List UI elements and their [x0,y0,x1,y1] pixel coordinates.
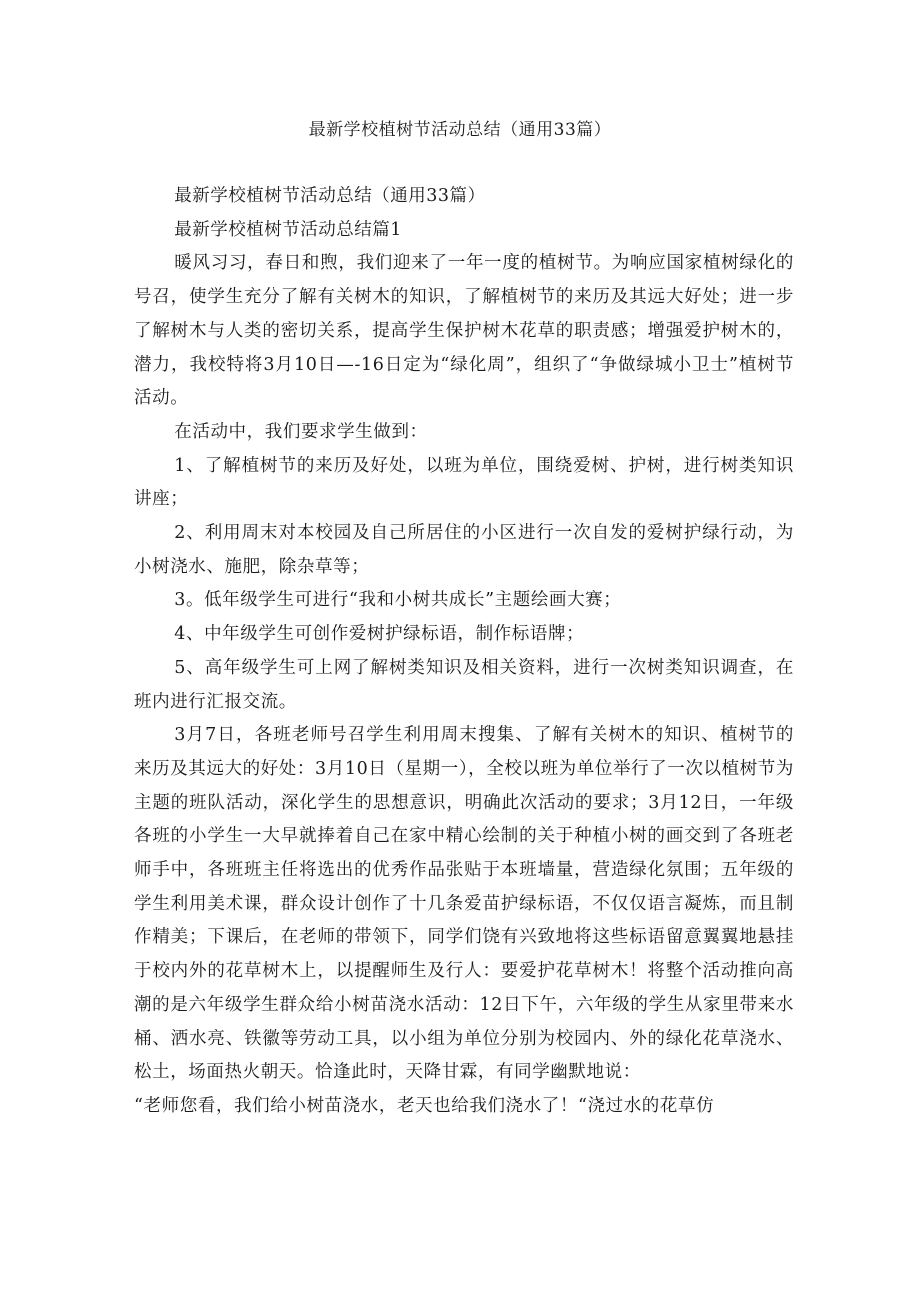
subtitle-paragraph: 最新学校植树节活动总结（通用33篇） [174,186,486,206]
requirement-item-4: 4、中年级学生可创作爱树护绿标语，制作标语牌； [174,624,585,645]
requirement-item-3: 3。低年级学生可进行“我和小树共成长”主题绘画大赛； [174,590,622,611]
requirement-item-1: 1、了解植树节的来历及好处，以班为单位，围绕爱树、护树，进行树类知识讲座； [134,455,794,510]
quote-paragraph: “老师您看，我们给小树苗浇水，老天也给我们浇水了！“浇过水的花草仿 [134,1095,715,1116]
document-body [134,180,794,1124]
section-heading: 最新学校植树节活动总结篇1 [174,219,402,240]
requirement-item-2: 2、利用周末对本校园及自己所居住的小区进行一次自发的爱树护绿行动，为小树浇水、施肥，除杂草等； [134,523,794,577]
activity-narrative-paragraph: 3月7日，各班老师号召学生利用周末搜集、了解有关树木的知识、植树节的来历及其远大的好处：3月10日（星期一），全校以班为单位举行了一次以植树节为主题的班队活动，深化学生的思想意识，明确此次活动的要求；3月12日，一年级各班的小学生一大早就捧着自己在家中精心绘制的关于种植小树的画交到了各班老师手中，各班班主任将选出的优秀作品张贴于本班墙量，营造绿化氛围；五年级的学生利用美术课，群众设计创作了十几条爱苗护绿标语，不仅仅语言凝炼，而且制作精美；下课后，在老师的带领下，同学们饶有兴致地将这些标语留意翼翼地悬挂于校内外的花草树木上，以提醒师生及行人：要爱护花草树木！将整个活动推向高潮的是六年级学生群众给小树苗浇水活动：12日下午，六年级的学生从家里带来水桶、洒水亮、铁徽等劳动工具，以小组为单位分别为校园内、外的绿化花草浇水、松土，场面热火朝天。恰逢此时，天降甘霖，有同学幽默地说： [134,725,794,1083]
document-title: 最新学校植树节活动总结（通用33篇） [308,120,612,140]
intro-paragraph: 暖风习习，春日和煦，我们迎来了一年一度的植树节。为响应国家植树绿化的号召，使学生充分了解有关树木的知识，了解植树节的来历及其远大好处；进一步了解树木与人类的密切关系，提高学生保护树木花草的职责感；增强爱护树木的，潜力，我校特将3月10日—-16日定为“绿化周”，组织了“争做绿城小卫士”植树节活动。 [134,253,794,409]
requirements-intro-paragraph: 在活动中，我们要求学生做到： [174,421,428,442]
requirement-item-5: 5、高年级学生可上网了解树类知识及相关资料，进行一次树类知识调查，在班内进行汇报交流。 [134,657,794,712]
